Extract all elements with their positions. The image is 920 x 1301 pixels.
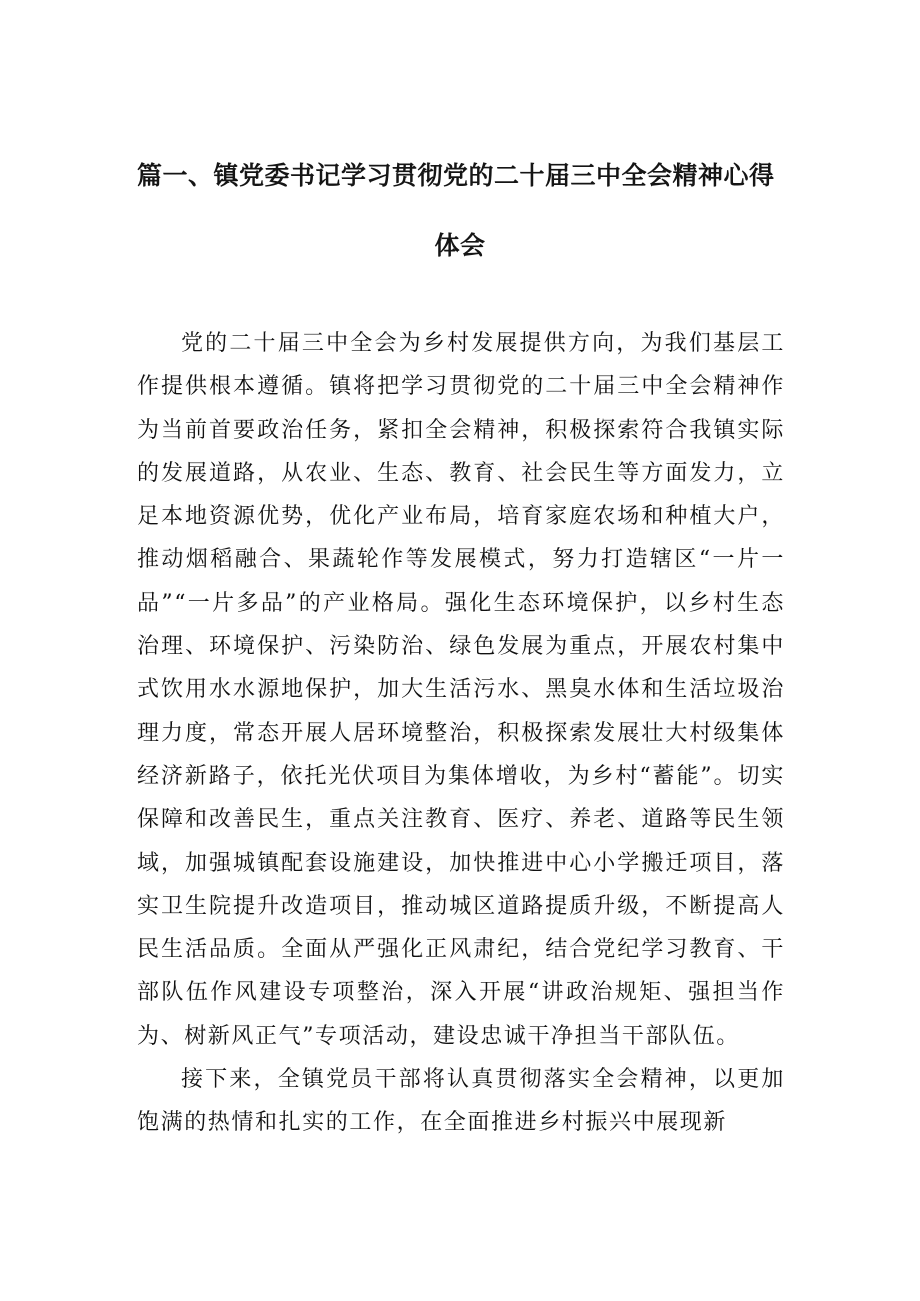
document-body: [137, 322, 785, 1145]
document-title-line2: 体会: [434, 231, 486, 260]
body-paragraph-1: 党的二十届三中全会为乡村发展提供方向，为我们基层工作提供根本遵循。镇将把学习贯彻党的二十届三中全会精神作为当前首要政治任务，紧扣全会精神，积极探索符合我镇实际的发展道路，从农业、生态、教育、社会民生等方面发力，立足本地资源优势，优化产业布局，培育家庭农场和种植大户，推动烟稻融合、果蔬轮作等发展模式，努力打造辖区“一片一品”“一片多品”的产业格局。强化生态环境保护，以乡村生态治理、环境保护、污染防治、绿色发展为重点，开展农村集中式饮用水水源地保护，加大生活污水、黑臭水体和生活垃圾治理力度，常态开展人居环境整治，积极探索发展壮大村级集体经济新路子，依托光伏项目为集体增收，为乡村“蓄能”。切实保障和改善民生，重点关注教育、医疗、养老、道路等民生领域，加强城镇配套设施建设，加快推进中心小学搬迁项目，落实卫生院提升改造项目，推动城区道路提质升级，不断提高人民生活品质。全面从严强化正风肃纪，结合党纪学习教育、干部队伍作风建设专项整治，深入开展“讲政治规矩、强担当作为、树新风正气”专项活动，建设忠诚干净担当干部队伍。: [137, 331, 785, 1049]
body-paragraph-2: 接下来，全镇党员干部将认真贯彻落实全会精神，以更加饱满的热情和扎实的工作，在全面推进乡村振兴中展现新: [137, 1067, 785, 1136]
document-title-line1: 篇一、镇党委书记学习贯彻党的二十届三中全会精神心得: [137, 161, 775, 190]
